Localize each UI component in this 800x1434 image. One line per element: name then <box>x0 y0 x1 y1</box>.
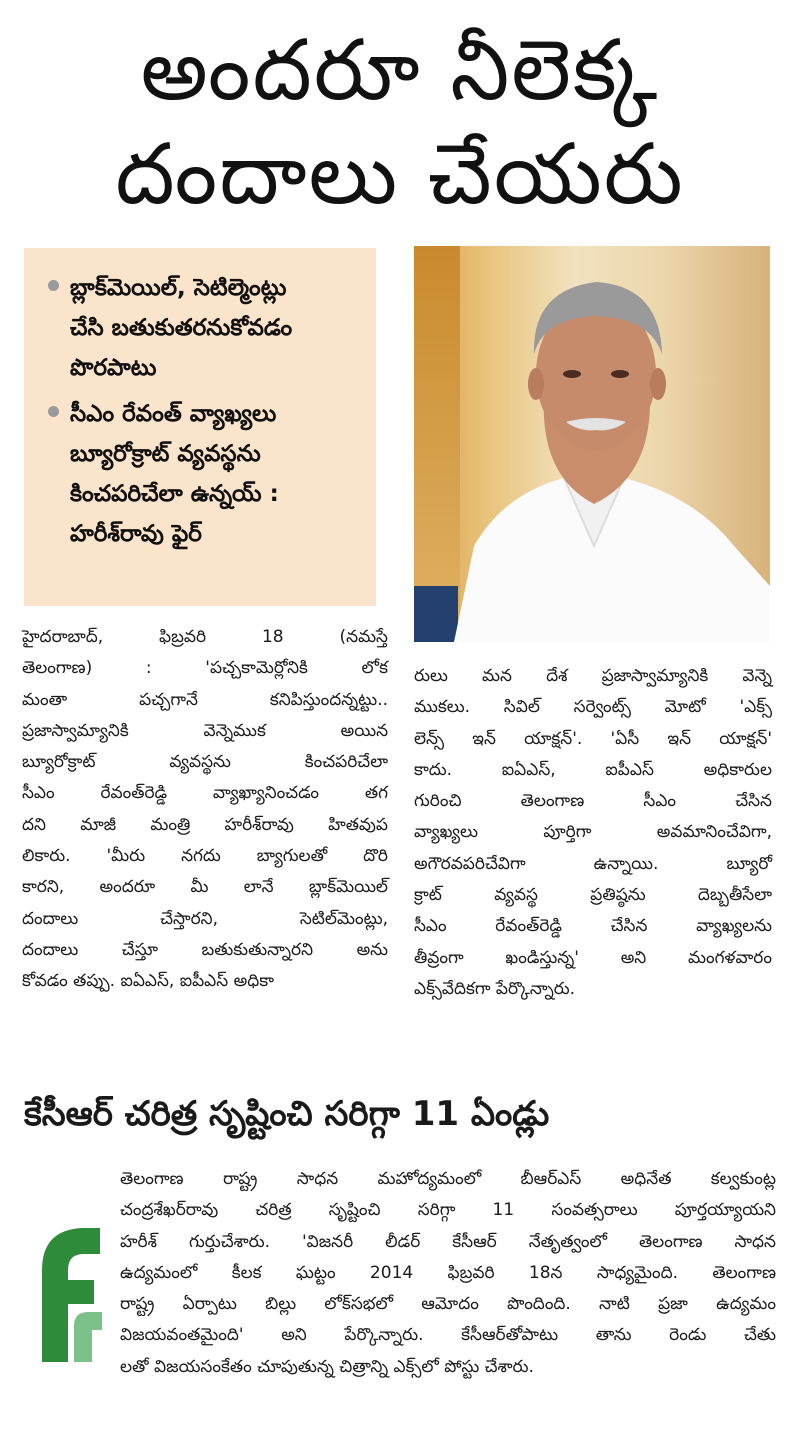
text-line: విజయవంతమైంది' అని పేర్కొన్నారు. కేసీఆర్‌తోపాటు తాను రెండు చేతు <box>120 1325 776 1346</box>
text-line: క్రాట్ వ్యవస్థ ప్రతిష్ఠను దెబ్బతీసేలా <box>414 885 772 906</box>
highlight-line: పొరపాటు <box>70 355 157 381</box>
headline-line-1: అందరూ నీలెక్క <box>140 21 660 119</box>
text-line: బ్యూరోక్రాట్ వ్యవస్థను కించపరిచేలా <box>22 752 388 773</box>
highlight-item <box>46 394 362 554</box>
text-line: దందాలు చేస్తూ బతుకుతున్నారని అను <box>22 939 388 960</box>
text-line: కోవడం తప్పు. ఐఏఎస్, ఐపీఎస్ అధికా <box>22 971 274 992</box>
text-line: హరీశ్ గుర్తుచేశారు. 'విజనరీ లీడర్ కేసీఆర్ నేతృత్వంలో తెలంగాణ సాధన <box>120 1231 776 1252</box>
text-line: దందాలు చేస్తారని, సెటిల్‌మెంట్లు, <box>22 908 388 929</box>
bullet-icon <box>48 280 59 291</box>
highlight-item <box>46 268 362 388</box>
text-line: ఉద్యమంలో కీలక ఘట్టం 2014 ఫిబ్రవరి 18న సాధ్యమైంది. తెలంగాణ <box>120 1262 776 1283</box>
highlight-line: హరీశ్‌రావు ఫైర్ <box>70 521 202 547</box>
text-line: చంద్రశేఖర్‌రావు చరిత్ర సృష్టించి సరిగ్గా 11 సంవత్సరాలు పూర్తయ్యాయని <box>120 1200 776 1221</box>
sub-article-body <box>120 1164 776 1383</box>
highlight-line: బ్లాక్‌మెయిల్, సెటిల్మెంట్లు <box>70 275 287 301</box>
text-line: తెలంగాణ రాష్ట్ర సాధన మహోద్యమంలో బీఆర్‌ఎస్ అధినేత కల్వకుంట్ల <box>120 1169 776 1189</box>
text-line: హైదరాబాద్, ఫిబ్రవరి 18 (నమస్తే <box>22 627 388 647</box>
bullet-icon <box>48 406 59 417</box>
text-line: ఎక్స్‌వేదికగా పేర్కొన్నారు. <box>414 978 576 999</box>
text-line: లెన్స్ ఇన్ యాక్షన్'. 'ఏసీ ఇన్ యాక్షన్' <box>414 728 772 749</box>
text-line: సీఎం రేవంత్‌రెడ్డి వ్యాఖ్యానించడం తగ <box>22 783 388 804</box>
highlights-box <box>24 248 376 606</box>
highlight-line: సీఎం రేవంత్ వ్యాఖ్యలు <box>70 401 277 427</box>
text-line: వ్యాఖ్యలు పూర్తిగా అవమానించేవిగా, <box>414 822 772 843</box>
text-line: మంతా పచ్చగానే కనిపిస్తుందన్నట్టు.. <box>22 689 388 710</box>
portrait-illustration <box>414 246 770 642</box>
text-line: లతో విజయసంకేతం చూపుతున్న చిత్రాన్ని ఎక్స్‌లో పోస్టు చేశారు. <box>120 1356 534 1377</box>
text-line: తీవ్రంగా ఖండిస్తున్న' అని మంగళవారం <box>414 947 772 968</box>
text-line: ముకలు. సివిల్ సర్వెంట్స్ మోటో 'ఎక్స్ <box>414 697 772 718</box>
text-line: అగౌరవపరిచేవిగా ఉన్నాయి. బ్యూరో <box>414 853 772 874</box>
highlight-line: చేసి బతుకుతరనుకోవడం <box>70 315 293 341</box>
text-line: లికారు. 'మీరు నగదు బ్యాగులతో దొరి <box>22 846 388 867</box>
text-line: సీఎం రేవంత్‌రెడ్డి చేసిన వ్యాఖ్యలను <box>414 916 772 937</box>
text-line: ప్రజాస్వామ్యానికి వెన్నెముక అయిన <box>22 720 388 741</box>
text-line: కారని, అందరూ మీ లానే బ్లాక్‌మెయిల్ <box>22 877 388 898</box>
text-line: రులు మన దేశ ప్రజాస్వామ్యానికి వెన్నె <box>414 666 772 686</box>
highlight-line: బ్యూరోక్రాట్ వ్యవస్థను <box>70 441 261 467</box>
text-line: తెలంగాణ) : 'పచ్చకామెర్లోనికి లోక <box>22 658 388 679</box>
namasthe-telangana-logo-icon <box>34 1222 106 1362</box>
text-line: దని మాజీ మంత్రి హరీశ్‌రావు హితవుప <box>22 814 388 835</box>
text-line: గురించి తెలంగాణ సీఎం చేసిన <box>414 791 772 812</box>
headline-line-2: దందాలు చేయరు <box>115 125 685 223</box>
article-left-column <box>22 622 388 998</box>
article-right-column <box>414 661 772 1005</box>
portrait-photo <box>414 246 770 642</box>
sub-article-heading: కేసీఆర్ చరిత్ర సృష్టించి సరిగ్గా 11 ఏండ్లు <box>24 1094 550 1134</box>
text-line: రాష్ట్ర ఏర్పాటు బిల్లు లోక్‌సభలో ఆమోదం పొందింది. నాటి ప్రజా ఉద్యమం <box>120 1294 776 1315</box>
highlight-line: కించపరిచేలా ఉన్నయ్ : <box>70 481 279 507</box>
text-line: కాదు. ఐఏఎస్, ఐపీఎస్ అధికారుల <box>414 759 772 780</box>
